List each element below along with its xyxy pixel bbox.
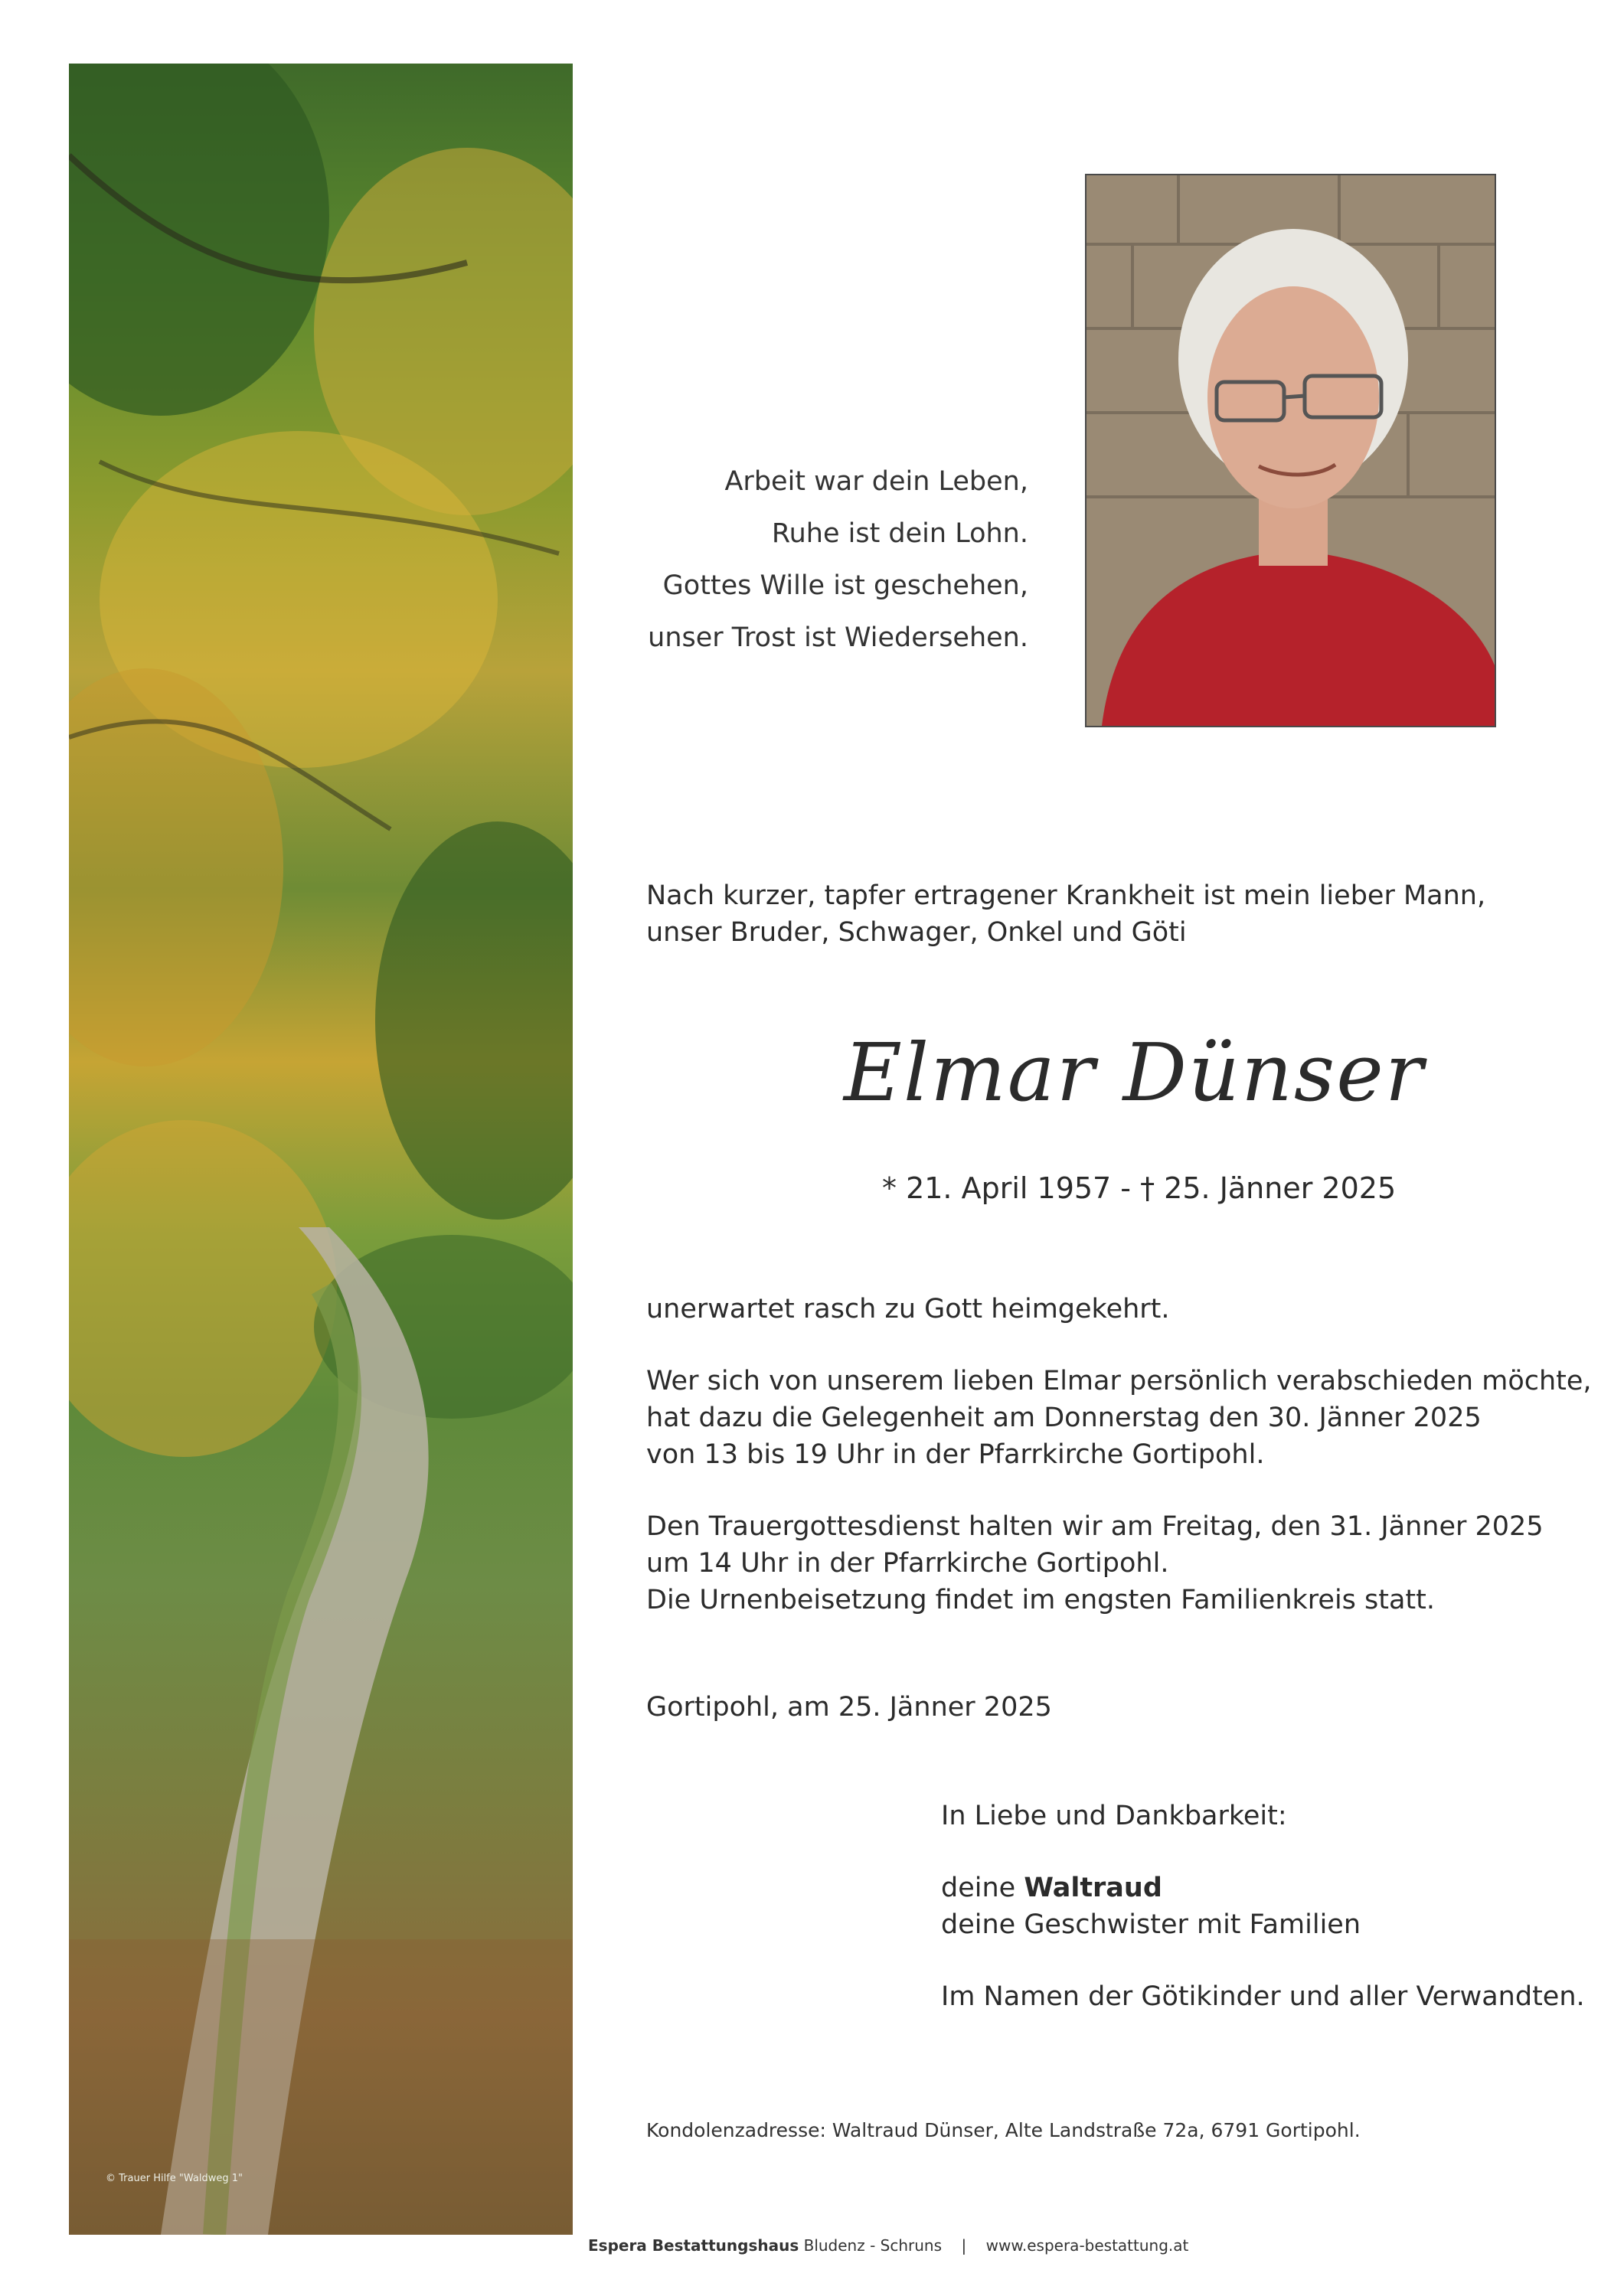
quote-line-2: Ruhe ist dein Lohn. <box>771 518 1028 549</box>
footer <box>588 2236 1188 2255</box>
forest-path-image <box>69 64 573 2235</box>
place-date: Gortipohl, am 25. Jänner 2025 <box>646 1692 1052 1723</box>
farewell-line-3: von 13 bis 19 Uhr in der Pfarrkirche Gortipohl. <box>646 1439 1265 1470</box>
intro-line-2: unser Bruder, Schwager, Onkel und Göti <box>646 917 1187 948</box>
mourner-wife-prefix: deine <box>941 1873 1016 1903</box>
photo-credit: © Trauer Hilfe "Waldweg 1" <box>106 2173 243 2184</box>
footer-locations: Bludenz - Schruns <box>803 2236 943 2255</box>
farewell-line-1: Wer sich von unserem lieben Elmar persönlich verabschieden möchte, <box>646 1366 1592 1396</box>
footer-company: Espera Bestattungshaus <box>588 2236 799 2255</box>
forest-illustration <box>69 64 573 2235</box>
life-dates: * 21. April 1957 - † 25. Jänner 2025 <box>882 1171 1397 1205</box>
farewell-line-2: hat dazu die Gelegenheit am Donnerstag den 30. Jänner 2025 <box>646 1403 1482 1433</box>
quote-line-4: unser Trost ist Wiedersehen. <box>648 622 1028 653</box>
service-line-1: Den Trauergottesdienst halten wir am Freitag, den 31. Jänner 2025 <box>646 1511 1544 1542</box>
returned-text: unerwartet rasch zu Gott heimgekehrt. <box>646 1294 1170 1324</box>
portrait-illustration <box>1086 175 1495 726</box>
mourners-heading: In Liebe und Dankbarkeit: <box>941 1801 1287 1831</box>
intro-line-1: Nach kurzer, tapfer ertragener Krankheit ist mein lieber Mann, <box>646 880 1486 911</box>
mourner-wife-name: Waltraud <box>1024 1873 1162 1903</box>
mourner-wife <box>941 1873 1162 1903</box>
mourner-siblings: deine Geschwister mit Familien <box>941 1909 1361 1940</box>
service-line-2: um 14 Uhr in der Pfarrkirche Gortipohl. <box>646 1548 1169 1579</box>
footer-separator: | <box>961 2236 967 2255</box>
portrait-photo <box>1085 174 1496 727</box>
footer-website-link[interactable]: www.espera-bestattung.at <box>985 2236 1189 2255</box>
quote-line-1: Arbeit war dein Leben, <box>724 466 1028 497</box>
service-line-3: Die Urnenbeisetzung findet im engsten Familienkreis statt. <box>646 1585 1436 1615</box>
mourner-godchildren: Im Namen der Götikinder und aller Verwandten. <box>941 1981 1585 2012</box>
condolence-address: Kondolenzadresse: Waltraud Dünser, Alte Landstraße 72a, 6791 Gortipohl. <box>646 2119 1361 2141</box>
quote-line-3: Gottes Wille ist geschehen, <box>662 570 1028 601</box>
deceased-name: Elmar Dünser <box>844 1026 1425 1119</box>
